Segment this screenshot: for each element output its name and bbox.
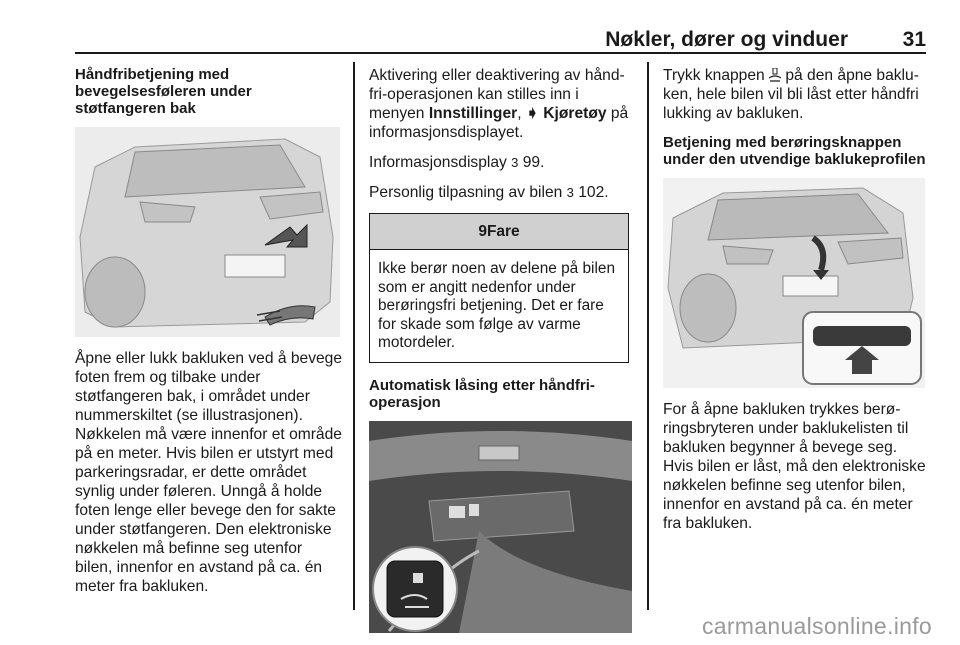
danger-text: Ikke berør noen av delene på bilen som er angitt nedenfor under berøringsfri betjening. Det er fare for skade som følge av varme motordeler.: [378, 260, 615, 352]
section-heading-touch-button: Betjening med berøringsknappen under den utvendige baklukeprofilen: [663, 134, 926, 168]
watermark: carmanualsonline.info: [701, 613, 932, 639]
rear-bumper-illustration: [75, 127, 340, 337]
page-title: Nøkler, dører og vinduer: [605, 28, 848, 51]
reference-info-display[interactable]: [369, 153, 634, 172]
lock-text: Trykk knappen: [663, 67, 770, 84]
danger-title: Fare: [486, 223, 520, 240]
settings-text: Aktivering eller deaktivering av håndfri-operasjonen kan stilles inn i menyen: [369, 67, 625, 122]
page-header: [75, 22, 926, 52]
paragraph-settings: [369, 66, 634, 142]
section-heading-auto-lock: Automatisk låsing etter håndfrioperasjon: [369, 376, 595, 411]
warning-triangle-icon: 9: [478, 223, 487, 240]
column-1: [75, 66, 343, 607]
paragraph-touch-button: For å åpne bakluken trykkes berøringsbryteren under baklukelisten til bakluken begynner å bevege seg. Hvis bilen er låst, må den elektroniske nøkkelen befinne seg utenfor bilen, innenfor en avstand på ca. én meter fra bakluken.: [663, 401, 926, 532]
page-ref-icon: 3: [511, 155, 519, 170]
page-number: 31: [902, 28, 926, 51]
reference-personalization[interactable]: [369, 183, 634, 202]
lock-button-icon: [769, 68, 781, 82]
column-divider-2: [647, 62, 649, 610]
page-ref-icon: 3: [566, 185, 574, 200]
paragraph-handsfree: Åpne eller lukk bakluken ved å bevege foten frem og tilbake under støtfangeren bak, i området under nummerskiltet (se illustrasjonen). Nøkkelen må være innenfor et område på en meter. Hvis bilen er utstyrt med parkeringsradar, er dette området synlig under føleren. Unngå å holde foten lenge eller bevege den for sakte under støtfangeren. Den elektroniske nøkkelen må befinne seg utenfor bilen, innenfor en avstand på ca. én meter fra bakluken.: [75, 350, 343, 595]
menu-arrow-icon: ➧: [525, 105, 539, 122]
column-2: [369, 66, 634, 645]
column-divider-1: [353, 62, 355, 610]
settings-text-end: på informasjonsdisplayet.: [369, 105, 629, 141]
reference-text: Personlig tilpasning av bilen: [369, 184, 563, 201]
danger-box: [369, 213, 629, 363]
tailgate-lock-button-illustration: [369, 421, 632, 633]
reference-text: Informasjonsdisplay: [369, 154, 507, 171]
reference-page: 99.: [522, 154, 545, 171]
paragraph-lock-button: [663, 66, 928, 123]
lock-text-end: på den åpne bakluken, hele bilen vil bli låst etter håndfri lukking av bakluken.: [663, 67, 919, 122]
header-rule: [75, 52, 926, 54]
menu-innstillinger: Innstillinger: [428, 105, 518, 122]
menu-separator: ,: [517, 105, 526, 122]
danger-header: [370, 214, 628, 250]
column-3: [663, 66, 928, 544]
section-heading-handsfree: Håndfribetjening med bevegelsesføleren under støtfangeren bak: [75, 66, 252, 117]
menu-kjoretoy: Kjøretøy: [543, 105, 607, 122]
tailgate-touch-switch-illustration: [663, 178, 925, 388]
reference-page: 102.: [578, 184, 609, 201]
